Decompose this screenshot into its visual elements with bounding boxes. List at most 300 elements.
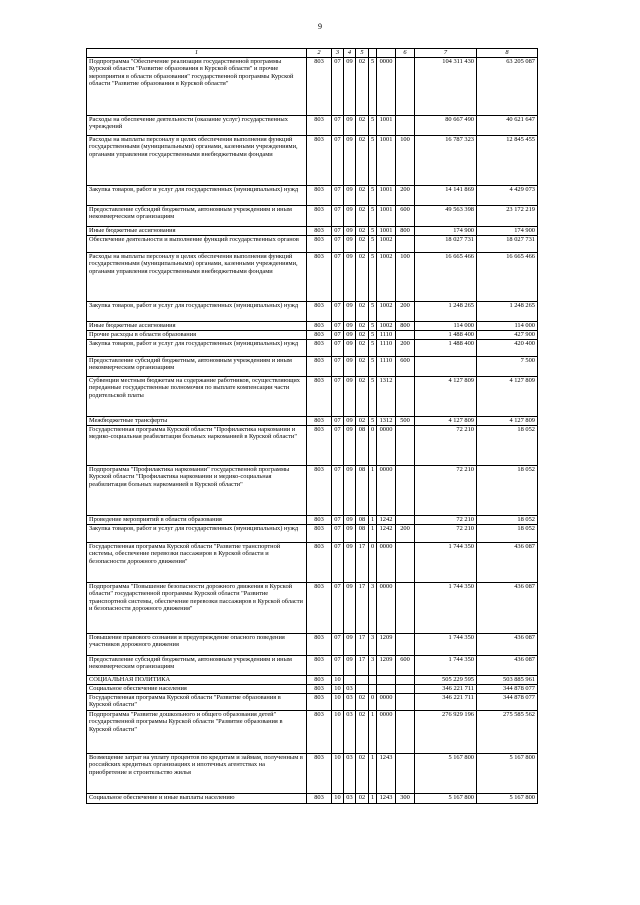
subprogram-code-cell: 5: [369, 302, 377, 322]
subprogram-code-cell: 3: [369, 583, 377, 634]
program-code-cell: 02: [356, 711, 369, 754]
subprogram-code-cell: 5: [369, 116, 377, 136]
section-code-cell: 07: [332, 116, 344, 136]
subsection-code-cell: 09: [344, 583, 356, 634]
amount-year1-cell: [415, 357, 477, 377]
amount-year1-cell: 114 000: [415, 322, 477, 331]
department-code-cell: 803: [307, 676, 332, 685]
amount-year1-cell: 72 210: [415, 426, 477, 466]
table-row: [87, 136, 538, 186]
subsection-code-cell: 09: [344, 58, 356, 116]
department-code-cell: 803: [307, 543, 332, 583]
amount-year2-cell: 420 400: [477, 340, 538, 357]
expense-type-cell: 800: [396, 227, 415, 236]
amount-year2-cell: 63 205 087: [477, 58, 538, 116]
department-code-cell: 803: [307, 656, 332, 676]
department-code-cell: 803: [307, 206, 332, 227]
row-name-cell: Межбюджетные трансферты: [87, 417, 307, 426]
subsection-code-cell: 09: [344, 466, 356, 516]
amount-year2-cell: 4 127 809: [477, 377, 538, 417]
expense-type-cell: [396, 516, 415, 525]
direction-code-cell: 1209: [377, 634, 396, 656]
row-name-cell: Прочие расходы в области образования: [87, 331, 307, 340]
amount-year2-cell: 114 000: [477, 322, 538, 331]
section-code-cell: 07: [332, 331, 344, 340]
row-name-cell: Расходы на обеспечение деятельности (оказание услуг) государственных учреждений: [87, 116, 307, 136]
section-code-cell: 07: [332, 543, 344, 583]
department-code-cell: 803: [307, 186, 332, 206]
department-code-cell: 803: [307, 377, 332, 417]
program-code-cell: 17: [356, 583, 369, 634]
expense-type-cell: 200: [396, 340, 415, 357]
department-code-cell: 803: [307, 794, 332, 804]
budget-table: [86, 48, 538, 804]
amount-year2-cell: 18 052: [477, 516, 538, 525]
subsection-code-cell: 09: [344, 426, 356, 466]
expense-type-cell: 200: [396, 186, 415, 206]
amount-year2-cell: 40 621 647: [477, 116, 538, 136]
subsection-code-cell: 09: [344, 136, 356, 186]
row-name-cell: Закупка товаров, работ и услуг для государственных (муниципальных) нужд: [87, 525, 307, 543]
amount-year2-cell: 436 087: [477, 543, 538, 583]
table-row: [87, 58, 538, 116]
direction-code-cell: 1243: [377, 754, 396, 794]
direction-code-cell: 1243: [377, 794, 396, 804]
subprogram-code-cell: 5: [369, 227, 377, 236]
row-name-cell: Подпрограмма "Обеспечение реализации государственной программы Курской области "Развитие образования в Курской области" и прочие мероприятия в области образования" государственной программы Курской области "Развитие образования в Курской области": [87, 58, 307, 116]
program-code-cell: 02: [356, 206, 369, 227]
amount-year1-cell: 72 210: [415, 516, 477, 525]
expense-type-cell: [396, 543, 415, 583]
amount-year1-cell: 346 221 711: [415, 685, 477, 694]
department-code-cell: 803: [307, 227, 332, 236]
section-code-cell: 07: [332, 634, 344, 656]
direction-code-cell: 0000: [377, 426, 396, 466]
table-row: [87, 676, 538, 685]
program-code-cell: 02: [356, 136, 369, 186]
department-code-cell: 803: [307, 236, 332, 253]
amount-year2-cell: 275 585 562: [477, 711, 538, 754]
amount-year1-cell: 346 221 711: [415, 694, 477, 711]
section-code-cell: 07: [332, 377, 344, 417]
amount-year1-cell: 1 488 400: [415, 331, 477, 340]
department-code-cell: 803: [307, 685, 332, 694]
row-name-cell: Государственная программа Курской области "Развитие образования в Курской области": [87, 694, 307, 711]
table-row: [87, 417, 538, 426]
section-code-cell: 07: [332, 58, 344, 116]
subsection-code-cell: 09: [344, 322, 356, 331]
expense-type-cell: 600: [396, 357, 415, 377]
subsection-code-cell: 03: [344, 694, 356, 711]
amount-year1-cell: 5 167 800: [415, 794, 477, 804]
subsection-code-cell: 09: [344, 206, 356, 227]
table-row: [87, 186, 538, 206]
subsection-code-cell: [344, 676, 356, 685]
row-name-cell: Расходы на выплаты персоналу в целях обеспечения выполнения функций государственными (муниципальными) органами, казенными учреждениями, органами управления государственными внебюджетными фондами: [87, 253, 307, 302]
amount-year1-cell: 4 127 809: [415, 417, 477, 426]
expense-type-cell: 800: [396, 322, 415, 331]
table-row: [87, 357, 538, 377]
column-header: 2: [307, 49, 332, 58]
department-code-cell: 803: [307, 525, 332, 543]
subsection-code-cell: 09: [344, 525, 356, 543]
section-code-cell: 07: [332, 466, 344, 516]
expense-type-cell: 600: [396, 656, 415, 676]
table-row: [87, 236, 538, 253]
expense-type-cell: 100: [396, 136, 415, 186]
subprogram-code-cell: 5: [369, 253, 377, 302]
direction-code-cell: [377, 685, 396, 694]
direction-code-cell: [377, 676, 396, 685]
department-code-cell: 803: [307, 754, 332, 794]
column-header: 8: [477, 49, 538, 58]
subprogram-code-cell: 1: [369, 466, 377, 516]
direction-code-cell: 1110: [377, 357, 396, 377]
subprogram-code-cell: 5: [369, 186, 377, 206]
amount-year2-cell: 436 087: [477, 656, 538, 676]
amount-year1-cell: 80 667 490: [415, 116, 477, 136]
table-row: [87, 206, 538, 227]
section-code-cell: 07: [332, 206, 344, 227]
section-code-cell: 07: [332, 236, 344, 253]
amount-year2-cell: 436 087: [477, 634, 538, 656]
row-name-cell: Обеспечение деятельности и выполнение функций государственных органов: [87, 236, 307, 253]
column-header: 3: [332, 49, 344, 58]
expense-type-cell: [396, 466, 415, 516]
amount-year2-cell: 7 500: [477, 357, 538, 377]
column-header: 7: [415, 49, 477, 58]
department-code-cell: 803: [307, 136, 332, 186]
page-number: 9: [318, 22, 322, 31]
program-code-cell: 08: [356, 516, 369, 525]
program-code-cell: 02: [356, 377, 369, 417]
subprogram-code-cell: 5: [369, 417, 377, 426]
table-row: [87, 116, 538, 136]
row-name-cell: Социальное обеспечение населения: [87, 685, 307, 694]
program-code-cell: 02: [356, 302, 369, 322]
subsection-code-cell: 03: [344, 794, 356, 804]
table-row: [87, 227, 538, 236]
expense-type-cell: 300: [396, 794, 415, 804]
row-name-cell: Подпрограмма "Профилактика наркомании" государственной программы Курской области "Профилактика наркомании и медико-социальная реабилитация больных наркоманией в Курской области": [87, 466, 307, 516]
row-name-cell: Иные бюджетные ассигнования: [87, 227, 307, 236]
subprogram-code-cell: 0: [369, 426, 377, 466]
subsection-code-cell: 09: [344, 543, 356, 583]
program-code-cell: 02: [356, 357, 369, 377]
table-row: [87, 525, 538, 543]
amount-year1-cell: 276 929 196: [415, 711, 477, 754]
row-name-cell: Подпрограмма "Развитие дошкольного и общего образования детей" государственной программы Курской области "Развитие образования в Курской области": [87, 711, 307, 754]
subprogram-code-cell: 5: [369, 331, 377, 340]
row-name-cell: СОЦИАЛЬНАЯ ПОЛИТИКА: [87, 676, 307, 685]
subsection-code-cell: 09: [344, 116, 356, 136]
amount-year1-cell: 18 027 731: [415, 236, 477, 253]
subsection-code-cell: 09: [344, 236, 356, 253]
program-code-cell: 02: [356, 186, 369, 206]
department-code-cell: 803: [307, 322, 332, 331]
amount-year2-cell: 436 087: [477, 583, 538, 634]
column-header: 4: [344, 49, 356, 58]
amount-year1-cell: 4 127 809: [415, 377, 477, 417]
program-code-cell: 02: [356, 58, 369, 116]
program-code-cell: 08: [356, 426, 369, 466]
section-code-cell: 07: [332, 583, 344, 634]
column-header: [377, 49, 396, 58]
department-code-cell: 803: [307, 340, 332, 357]
amount-year1-cell: 1 248 265: [415, 302, 477, 322]
row-name-cell: Иные бюджетные ассигнования: [87, 322, 307, 331]
subprogram-code-cell: 5: [369, 340, 377, 357]
amount-year2-cell: 18 027 731: [477, 236, 538, 253]
amount-year2-cell: 4 429 073: [477, 186, 538, 206]
amount-year2-cell: 5 167 800: [477, 794, 538, 804]
program-code-cell: 02: [356, 236, 369, 253]
amount-year1-cell: 72 210: [415, 525, 477, 543]
section-code-cell: 10: [332, 694, 344, 711]
program-code-cell: 17: [356, 543, 369, 583]
program-code-cell: 02: [356, 340, 369, 357]
subprogram-code-cell: 5: [369, 236, 377, 253]
row-name-cell: Предоставление субсидий бюджетным, автономным учреждениям и иным некоммерческим организациям: [87, 656, 307, 676]
program-code-cell: 02: [356, 754, 369, 794]
section-code-cell: 07: [332, 656, 344, 676]
program-code-cell: 02: [356, 227, 369, 236]
amount-year1-cell: 1 744 350: [415, 583, 477, 634]
direction-code-cell: 1002: [377, 302, 396, 322]
direction-code-cell: 1312: [377, 377, 396, 417]
subprogram-code-cell: 1: [369, 525, 377, 543]
department-code-cell: 803: [307, 634, 332, 656]
amount-year1-cell: 49 563 398: [415, 206, 477, 227]
department-code-cell: 803: [307, 466, 332, 516]
expense-type-cell: [396, 377, 415, 417]
program-code-cell: 17: [356, 634, 369, 656]
subprogram-code-cell: 5: [369, 377, 377, 417]
expense-type-cell: [396, 754, 415, 794]
table-row: [87, 656, 538, 676]
column-header: 1: [87, 49, 307, 58]
table-row: [87, 583, 538, 634]
subprogram-code-cell: [369, 676, 377, 685]
row-name-cell: Субвенции местным бюджетам на содержание работников, осуществляющих переданные государственные полномочия по выплате компенсации части родительской платы: [87, 377, 307, 417]
amount-year1-cell: 1 744 350: [415, 543, 477, 583]
amount-year1-cell: 505 229 595: [415, 676, 477, 685]
table-row: [87, 331, 538, 340]
subprogram-code-cell: 1: [369, 711, 377, 754]
section-code-cell: 10: [332, 711, 344, 754]
subprogram-code-cell: 5: [369, 322, 377, 331]
program-code-cell: 02: [356, 794, 369, 804]
section-code-cell: 07: [332, 525, 344, 543]
amount-year1-cell: 14 141 869: [415, 186, 477, 206]
program-code-cell: 02: [356, 253, 369, 302]
direction-code-cell: 0000: [377, 466, 396, 516]
department-code-cell: 803: [307, 253, 332, 302]
table-row: [87, 694, 538, 711]
table-row: [87, 634, 538, 656]
amount-year2-cell: 1 248 265: [477, 302, 538, 322]
program-code-cell: 08: [356, 466, 369, 516]
program-code-cell: [356, 676, 369, 685]
direction-code-cell: 0000: [377, 694, 396, 711]
amount-year2-cell: 12 845 455: [477, 136, 538, 186]
amount-year1-cell: 16 787 323: [415, 136, 477, 186]
table-row: [87, 377, 538, 417]
amount-year1-cell: 1 744 350: [415, 656, 477, 676]
column-header: 5: [356, 49, 369, 58]
subsection-code-cell: 03: [344, 754, 356, 794]
subprogram-code-cell: 5: [369, 206, 377, 227]
subsection-code-cell: 09: [344, 331, 356, 340]
amount-year2-cell: 344 878 077: [477, 694, 538, 711]
amount-year2-cell: 23 172 219: [477, 206, 538, 227]
expense-type-cell: 500: [396, 417, 415, 426]
amount-year2-cell: 4 127 809: [477, 417, 538, 426]
direction-code-cell: 1001: [377, 136, 396, 186]
row-name-cell: Закупка товаров, работ и услуг для государственных (муниципальных) нужд: [87, 340, 307, 357]
column-number-row: [87, 49, 538, 58]
subsection-code-cell: 03: [344, 711, 356, 754]
program-code-cell: 02: [356, 322, 369, 331]
amount-year1-cell: 104 311 430: [415, 58, 477, 116]
program-code-cell: 17: [356, 656, 369, 676]
direction-code-cell: 1242: [377, 516, 396, 525]
department-code-cell: 803: [307, 331, 332, 340]
subprogram-code-cell: 1: [369, 794, 377, 804]
direction-code-cell: 1312: [377, 417, 396, 426]
expense-type-cell: [396, 711, 415, 754]
expense-type-cell: 200: [396, 525, 415, 543]
subprogram-code-cell: [369, 685, 377, 694]
amount-year2-cell: 344 878 077: [477, 685, 538, 694]
subsection-code-cell: 09: [344, 253, 356, 302]
row-name-cell: Возмещение затрат на уплату процентов по кредитам и займам, полученным в российских кредитных организациях и ипотечных агентствах на приобретение и строительство жилья: [87, 754, 307, 794]
table-row: [87, 543, 538, 583]
direction-code-cell: 1001: [377, 116, 396, 136]
department-code-cell: 803: [307, 583, 332, 634]
table-row: [87, 340, 538, 357]
direction-code-cell: 0000: [377, 543, 396, 583]
department-code-cell: 803: [307, 516, 332, 525]
direction-code-cell: 1001: [377, 227, 396, 236]
program-code-cell: 08: [356, 525, 369, 543]
table-row: [87, 322, 538, 331]
expense-type-cell: [396, 426, 415, 466]
expense-type-cell: [396, 634, 415, 656]
subprogram-code-cell: 5: [369, 357, 377, 377]
direction-code-cell: 1002: [377, 236, 396, 253]
program-code-cell: 02: [356, 116, 369, 136]
expense-type-cell: [396, 694, 415, 711]
direction-code-cell: 0000: [377, 583, 396, 634]
subsection-code-cell: 09: [344, 417, 356, 426]
amount-year2-cell: 18 052: [477, 525, 538, 543]
amount-year2-cell: 18 052: [477, 426, 538, 466]
section-code-cell: 07: [332, 357, 344, 377]
amount-year1-cell: 174 900: [415, 227, 477, 236]
expense-type-cell: [396, 676, 415, 685]
expense-type-cell: [396, 685, 415, 694]
table-row: [87, 754, 538, 794]
section-code-cell: 07: [332, 322, 344, 331]
table-row: [87, 685, 538, 694]
amount-year1-cell: 72 210: [415, 466, 477, 516]
expense-type-cell: [396, 116, 415, 136]
table-row: [87, 516, 538, 525]
subsection-code-cell: 09: [344, 516, 356, 525]
direction-code-cell: 1242: [377, 525, 396, 543]
direction-code-cell: 1209: [377, 656, 396, 676]
row-name-cell: Предоставление субсидий бюджетным, автономным учреждениям и иным некоммерческим организациям: [87, 206, 307, 227]
subsection-code-cell: 09: [344, 186, 356, 206]
department-code-cell: 803: [307, 417, 332, 426]
direction-code-cell: 1002: [377, 322, 396, 331]
row-name-cell: Повышение правового сознания и предупреждение опасного поведения участников дорожного движения: [87, 634, 307, 656]
department-code-cell: 803: [307, 302, 332, 322]
subprogram-code-cell: 0: [369, 543, 377, 583]
section-code-cell: 07: [332, 186, 344, 206]
amount-year1-cell: 1 744 350: [415, 634, 477, 656]
expense-type-cell: [396, 583, 415, 634]
row-name-cell: Закупка товаров, работ и услуг для государственных (муниципальных) нужд: [87, 302, 307, 322]
direction-code-cell: 0000: [377, 711, 396, 754]
subsection-code-cell: 09: [344, 634, 356, 656]
expense-type-cell: [396, 58, 415, 116]
subsection-code-cell: 09: [344, 377, 356, 417]
table-row: [87, 426, 538, 466]
subprogram-code-cell: 0: [369, 694, 377, 711]
amount-year1-cell: 1 488 400: [415, 340, 477, 357]
row-name-cell: Подпрограмма "Повышение безопасности дорожного движения в Курской области" государственной программы Курской области "Развитие транспортной системы, обеспечение перевозки пассажиров в Курской области и безопасности дорожного движения": [87, 583, 307, 634]
department-code-cell: 803: [307, 58, 332, 116]
program-code-cell: 02: [356, 694, 369, 711]
section-code-cell: 07: [332, 516, 344, 525]
row-name-cell: Государственная программа Курской области "Профилактика наркомании и медико-социальная реабилитация больных наркоманией в Курской области": [87, 426, 307, 466]
expense-type-cell: 600: [396, 206, 415, 227]
expense-type-cell: [396, 236, 415, 253]
table-row: [87, 302, 538, 322]
section-code-cell: 10: [332, 794, 344, 804]
expense-type-cell: [396, 331, 415, 340]
program-code-cell: [356, 685, 369, 694]
section-code-cell: 07: [332, 136, 344, 186]
row-name-cell: Социальное обеспечение и иные выплаты населению: [87, 794, 307, 804]
program-code-cell: 02: [356, 417, 369, 426]
subprogram-code-cell: 1: [369, 516, 377, 525]
row-name-cell: Закупка товаров, работ и услуг для государственных (муниципальных) нужд: [87, 186, 307, 206]
subprogram-code-cell: 1: [369, 754, 377, 794]
department-code-cell: 803: [307, 357, 332, 377]
subsection-code-cell: 09: [344, 357, 356, 377]
section-code-cell: 07: [332, 227, 344, 236]
table-row: [87, 794, 538, 804]
column-header: [369, 49, 377, 58]
row-name-cell: Расходы на выплаты персоналу в целях обеспечения выполнения функций государственными (муниципальными) органами, казенными учреждениями, органами управления государственными внебюджетными фондами: [87, 136, 307, 186]
direction-code-cell: 1001: [377, 186, 396, 206]
row-name-cell: Проведение мероприятий в области образования: [87, 516, 307, 525]
section-code-cell: 07: [332, 426, 344, 466]
column-header: 6: [396, 49, 415, 58]
amount-year2-cell: 427 900: [477, 331, 538, 340]
amount-year2-cell: 174 900: [477, 227, 538, 236]
direction-code-cell: 1001: [377, 206, 396, 227]
subsection-code-cell: 03: [344, 685, 356, 694]
amount-year2-cell: 16 665 466: [477, 253, 538, 302]
amount-year1-cell: 16 665 466: [415, 253, 477, 302]
amount-year2-cell: 5 167 800: [477, 754, 538, 794]
direction-code-cell: 1110: [377, 340, 396, 357]
row-name-cell: Государственная программа Курской области "Развитие транспортной системы, обеспечение перевозки пассажиров в Курской области и безопасности дорожного движения": [87, 543, 307, 583]
